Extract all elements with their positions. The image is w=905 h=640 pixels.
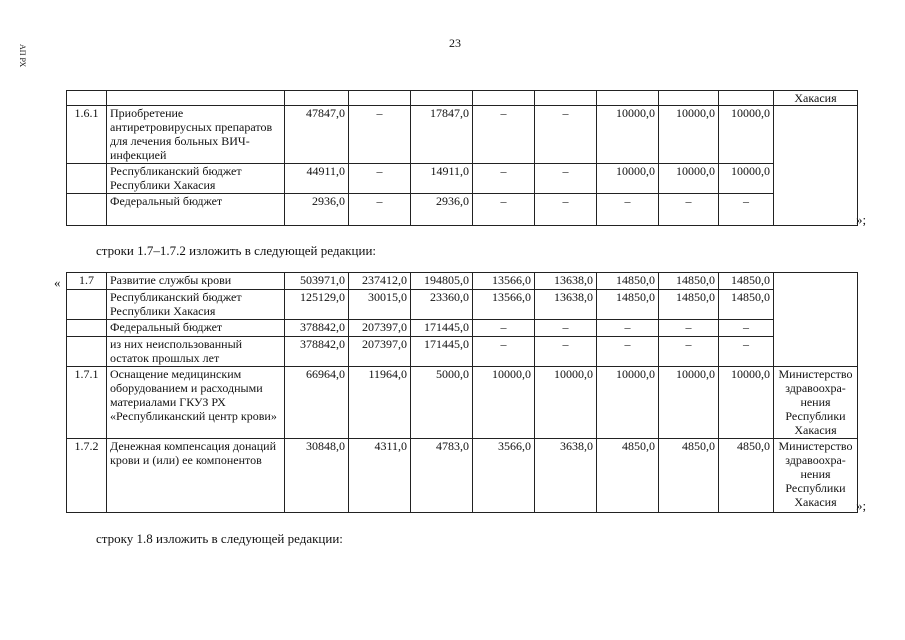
table-row [67,290,858,320]
value-cell: 2936,0 [411,194,473,226]
value-cell: 10000,0 [659,106,719,164]
value-cell: 13638,0 [535,290,597,320]
table-row [67,106,858,164]
table-row [67,91,858,106]
value-cell: – [535,164,597,194]
value-cell: 17847,0 [411,106,473,164]
row-code [67,320,107,337]
value-cell: 10000,0 [659,367,719,439]
value-cell: – [535,337,597,367]
table-row [67,320,858,337]
value-cell: 10000,0 [597,106,659,164]
value-cell: 378842,0 [285,337,349,367]
value-cell: 23360,0 [411,290,473,320]
value-cell: – [473,164,535,194]
value-cell: 4850,0 [719,439,774,513]
value-cell: – [473,106,535,164]
closing-quote: »; [856,498,867,513]
value-cell: 10000,0 [719,106,774,164]
value-cell: – [597,337,659,367]
row-code [67,337,107,367]
value-cell: 503971,0 [285,273,349,290]
value-cell: – [349,164,411,194]
value-cell: 125129,0 [285,290,349,320]
program-table-part1 [66,90,858,226]
instruction-caption: строку 1.8 изложить в следующей редакции: [96,531,343,546]
row-name: Денежная компенсация донаций крови и (или) ее компонентов [107,439,285,513]
value-cell: – [349,194,411,226]
responsible-cell [774,273,858,367]
value-cell: 171445,0 [411,337,473,367]
row-code [67,290,107,320]
row-name: Приобретение антиретровирусных препаратов для лечения больных ВИЧ-инфекцией [107,106,285,164]
value-cell: – [349,106,411,164]
row-code [67,164,107,194]
row-code: 1.7.1 [67,367,107,439]
value-cell: 10000,0 [597,164,659,194]
value-cell: – [473,194,535,226]
row-name: Республиканский бюджет Республики Хакасия [107,290,285,320]
row-name: из них неиспользованный остаток прошлых лет [107,337,285,367]
value-cell: 47847,0 [285,106,349,164]
value-cell: 207397,0 [349,337,411,367]
instruction-caption: строки 1.7–1.7.2 изложить в следующей редакции: [96,243,377,258]
value-cell: – [719,337,774,367]
row-code [67,194,107,226]
value-cell: 10000,0 [597,367,659,439]
value-cell: 10000,0 [473,367,535,439]
value-cell: 194805,0 [411,273,473,290]
row-code: 1.7 [67,273,107,290]
opening-quote: « [54,275,61,290]
value-cell: 171445,0 [411,320,473,337]
value-cell: – [473,337,535,367]
value-cell: 30015,0 [349,290,411,320]
row-name: Развитие службы крови [107,273,285,290]
value-cell: 13638,0 [535,273,597,290]
value-cell: 14911,0 [411,164,473,194]
responsible-cell: Министерство здравоохра-нения Республики Хакасия [774,367,858,439]
row-code: 1.7.2 [67,439,107,513]
value-cell: – [473,320,535,337]
value-cell: 207397,0 [349,320,411,337]
value-cell: – [597,194,659,226]
responsible-cell [774,106,858,226]
row-name: Федеральный бюджет [107,194,285,226]
value-cell: 13566,0 [473,273,535,290]
value-cell: 14850,0 [597,290,659,320]
row-code: 1.6.1 [67,106,107,164]
table-row [67,337,858,367]
value-cell: – [535,106,597,164]
responsible-cell: Хакасия [774,91,858,106]
value-cell: 14850,0 [719,273,774,290]
value-cell: 10000,0 [719,164,774,194]
value-cell: 237412,0 [349,273,411,290]
value-cell: 5000,0 [411,367,473,439]
table-row [67,273,858,290]
value-cell: 14850,0 [597,273,659,290]
value-cell: 10000,0 [719,367,774,439]
value-cell: 44911,0 [285,164,349,194]
value-cell: 4311,0 [349,439,411,513]
value-cell: 4783,0 [411,439,473,513]
value-cell: – [659,320,719,337]
value-cell: 2936,0 [285,194,349,226]
value-cell: 14850,0 [719,290,774,320]
table-row [67,439,858,513]
table-row [67,194,858,226]
responsible-cell: Министерство здравоохра-нения Республики Хакасия [774,439,858,513]
value-cell: 4850,0 [597,439,659,513]
value-cell: 3638,0 [535,439,597,513]
row-name: Республиканский бюджет Республики Хакасия [107,164,285,194]
value-cell: 30848,0 [285,439,349,513]
value-cell: – [719,320,774,337]
value-cell: 10000,0 [535,367,597,439]
value-cell: 14850,0 [659,273,719,290]
row-name: Федеральный бюджет [107,320,285,337]
value-cell: – [535,194,597,226]
margin-mark: АП РХ [18,44,27,68]
program-table-part2 [66,272,858,513]
value-cell: 4850,0 [659,439,719,513]
value-cell: – [719,194,774,226]
value-cell: 13566,0 [473,290,535,320]
row-name: Оснащение медицинским оборудованием и расходными материалами ГКУЗ РХ «Республиканский центр крови» [107,367,285,439]
value-cell: 11964,0 [349,367,411,439]
value-cell: – [597,320,659,337]
closing-quote: »; [856,212,867,227]
table-row [67,367,858,439]
value-cell: – [535,320,597,337]
page-number: 23 [449,36,461,50]
value-cell: 66964,0 [285,367,349,439]
value-cell: 10000,0 [659,164,719,194]
value-cell: 14850,0 [659,290,719,320]
value-cell: – [659,194,719,226]
value-cell: 378842,0 [285,320,349,337]
value-cell: – [659,337,719,367]
table-row [67,164,858,194]
value-cell: 3566,0 [473,439,535,513]
